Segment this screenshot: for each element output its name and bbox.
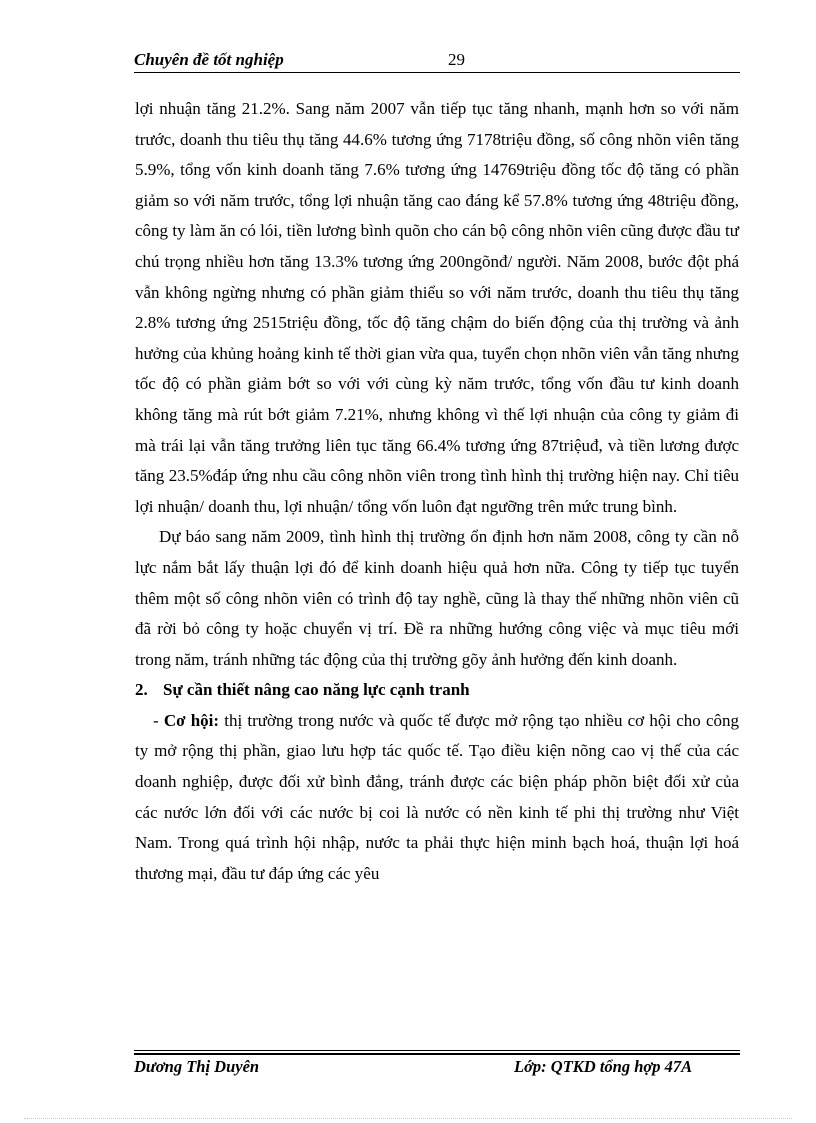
page-edge-dotted-line — [24, 1118, 792, 1119]
paragraph-2: Dự báo sang năm 2009, tình hình thị trường ổn định hơn năm 2008, công ty cần nỗ lực nắm bắt lấy thuận lợi đó để kinh doanh hiệu quả hơn nữa. Công ty tiếp tục tuyển thêm một số công nhõn viên có trình độ tay nghề, cũng là thay thế những nhõn viên cũ đã rời bỏ công ty hoặc chuyển vị trí. Đề ra những hướng công việc và mục tiêu mới trong năm, tránh những tác động của thị trường gõy ảnh hưởng đến kinh doanh. — [135, 527, 739, 669]
paragraph-1: lợi nhuận tăng 21.2%. Sang năm 2007 vẫn tiếp tục tăng nhanh, mạnh hơn so với năm trước, doanh thu tiêu thụ tăng 44.6% tương ứng 7178triệu đồng, số công nhõn viên tăng 5.9%, tổng vốn kinh doanh tăng 7.6% tương ứng 14769triệu đồng tốc độ tăng có phần giảm so với năm trước, tổng lợi nhuận tăng cao đáng kể 57.8% tương ứng 48triệu đồng, công ty làm ăn có lói, tiền lương bình quõn cho cán bộ công nhõn viên cũng được đầu tư chú trọng nhiều hơn tăng 13.3% tương ứng 200ngõnđ/ người. Năm 2008, bước đột phá vẫn không ngừng nhưng có phần giảm thiểu so với năm trước, doanh thu tiêu thụ tăng 2.8% tương ứng 2515triệu đồng, tốc độ tăng chậm do biến động của thị trường và ảnh hưởng của khủng hoảng kinh tế thời gian vừa qua, tuyển chọn nhõn viên vẫn tăng nhưng tốc độ có phần giảm bớt so với với cùng kỳ năm trước, tổng vốn đầu tư kinh doanh không tăng mà rút bớt giảm 7.21%, nhưng không vì thế lợi nhuận của công ty giảm đi mà trái lại vẫn tăng trưởng liên tục tăng 66.4% tương ứng 87triệuđ, và tiền lương được tăng 23.5%đáp ứng nhu cầu công nhõn viên trong tình hình thị trường hiện nay. Chỉ tiêu lợi nhuận/ doanh thu, lợi nhuận/ tổng vốn luôn đạt ngưỡng trên mức trung bình. — [135, 99, 739, 516]
footer-author: Dương Thị Duyên — [134, 1057, 260, 1076]
section-number: 2. — [135, 680, 148, 700]
bullet-dash: - — [153, 710, 159, 730]
page-header — [134, 48, 740, 72]
footer-class-info: Lớp: QTKD tổng hợp 47A — [514, 1057, 693, 1076]
page-number: 29 — [448, 50, 465, 69]
header-rule — [134, 72, 740, 73]
bullet-label: Cơ hội: — [163, 710, 220, 730]
section-heading — [135, 675, 739, 706]
header-title: Chuyên đề tốt nghiệp — [134, 50, 284, 69]
bullet-text: thị trường trong nước và quốc tế được mở rộng tạo nhiều cơ hội cho công ty mở rộng thị phần, giao lưu hợp tác quốc tế. Tạo điều kiện nõng cao vị thế của các doanh nghiệp, được đối xử bình đẳng, tránh được các biện pháp phõn biệt đối xử của các nước lớn đối với các nước bị coi là nước có nền kinh tế phi thị trường như Việt Nam. Trong quá trình hội nhập, nước ta phải thực hiện minh bạch hoá, thuận lợi hoá thương mại, đầu tư đáp ứng các yêu — [135, 710, 740, 883]
footer-rule-thin — [134, 1050, 740, 1051]
section-heading-text: Sự cần thiết nâng cao năng lực cạnh tranh — [163, 680, 470, 700]
footer-rule-thick — [134, 1053, 740, 1055]
page-body — [135, 94, 739, 889]
bullet-paragraph — [135, 706, 739, 890]
